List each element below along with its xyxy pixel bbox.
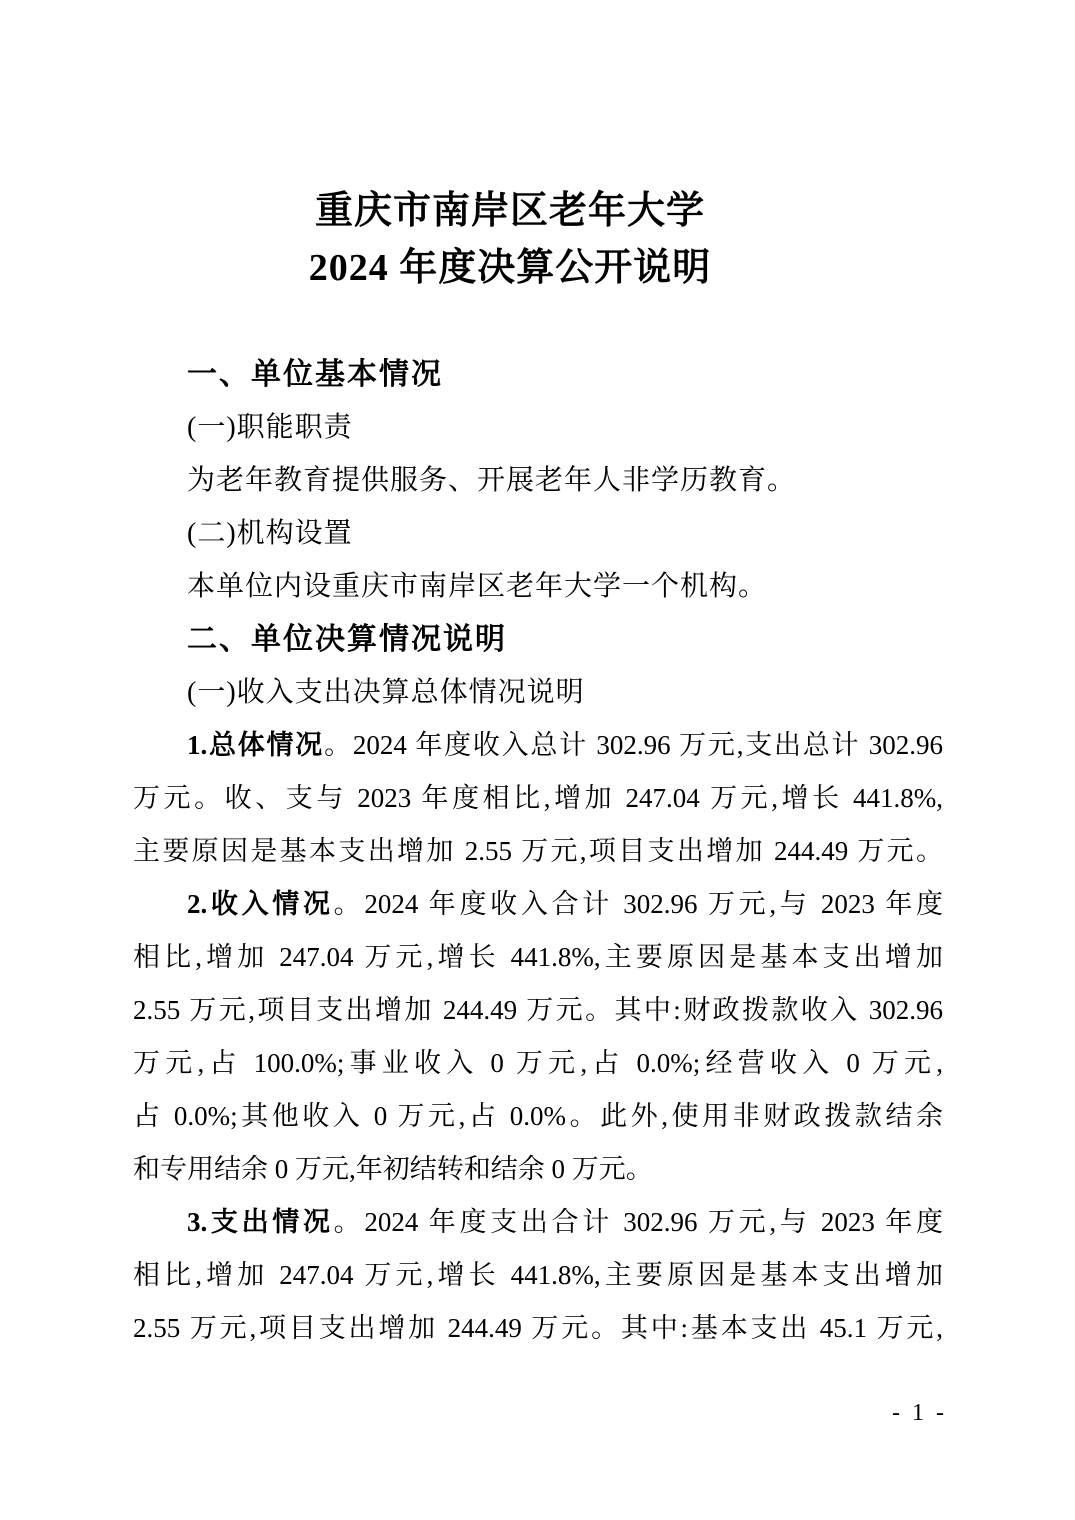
- paragraph-overview-lead: 1.总体情况: [187, 730, 325, 760]
- document-body: [133, 348, 943, 1355]
- document-title-line-1: 重庆市南岸区老年大学: [314, 190, 705, 232]
- section-heading-basic-info: 一、单位基本情况: [187, 358, 443, 391]
- section-heading-final-accounts: 二、单位决算情况说明: [187, 623, 507, 656]
- paragraph-expense-line-3: 2.55 万元,项目支出增加 244.49 万元。其中:基本支出 45.1 万元,: [133, 1313, 943, 1343]
- subheading-overall-situation: (一)收入支出决算总体情况说明: [187, 677, 585, 708]
- document-title-line-2: 2024 年度决算公开说明: [308, 247, 712, 289]
- paragraph-income-line-2: 相比,增加 247.04 万元,增长 441.8%,主要原因是基本支出增加: [133, 942, 943, 972]
- paragraph-income-line-3: 2.55 万元,项目支出增加 244.49 万元。其中:财政拨款收入 302.96: [133, 995, 943, 1025]
- page-number: - 1 -: [892, 1400, 947, 1426]
- paragraph-expense-line-2: 相比,增加 247.04 万元,增长 441.8%,主要原因是基本支出增加: [133, 1260, 943, 1290]
- paragraph-overview-line-2: 万元。收、支与 2023 年度相比,增加 247.04 万元,增长 441.8%,: [133, 783, 943, 813]
- paragraph-overview-line-1: 1.总体情况。2024 年度收入总计 302.96 万元,支出总计 302.96: [187, 730, 943, 760]
- paragraph-functions: 为老年教育提供服务、开展老年人非学历教育。: [187, 465, 797, 496]
- subheading-functions: (一)职能职责: [187, 412, 353, 443]
- paragraph-income-lead: 2.收入情况: [187, 889, 334, 919]
- paragraph-expense-line-1: 3.支出情况。2024 年度支出合计 302.96 万元,与 2023 年度: [187, 1207, 943, 1237]
- paragraph-income-line-5: 占 0.0%;其他收入 0 万元,占 0.0%。此外,使用非财政拨款结余: [133, 1101, 943, 1131]
- paragraph-overview-line-3: 主要原因是基本支出增加 2.55 万元,项目支出增加 244.49 万元。: [133, 836, 943, 866]
- subheading-org-structure: (二)机构设置: [187, 518, 353, 549]
- paragraph-income-line-6: 和专用结余 0 万元,年初结转和结余 0 万元。: [133, 1154, 653, 1184]
- paragraph-expense-lead: 3.支出情况: [187, 1207, 334, 1237]
- paragraph-org-structure: 本单位内设重庆市南岸区老年大学一个机构。: [187, 571, 768, 602]
- document-title: [0, 183, 1020, 297]
- paragraph-income-line-4: 万元,占 100.0%;事业收入 0 万元,占 0.0%;经营收入 0 万元,: [133, 1048, 943, 1078]
- paragraph-income-line-1: 2.收入情况。2024 年度收入合计 302.96 万元,与 2023 年度: [187, 889, 943, 919]
